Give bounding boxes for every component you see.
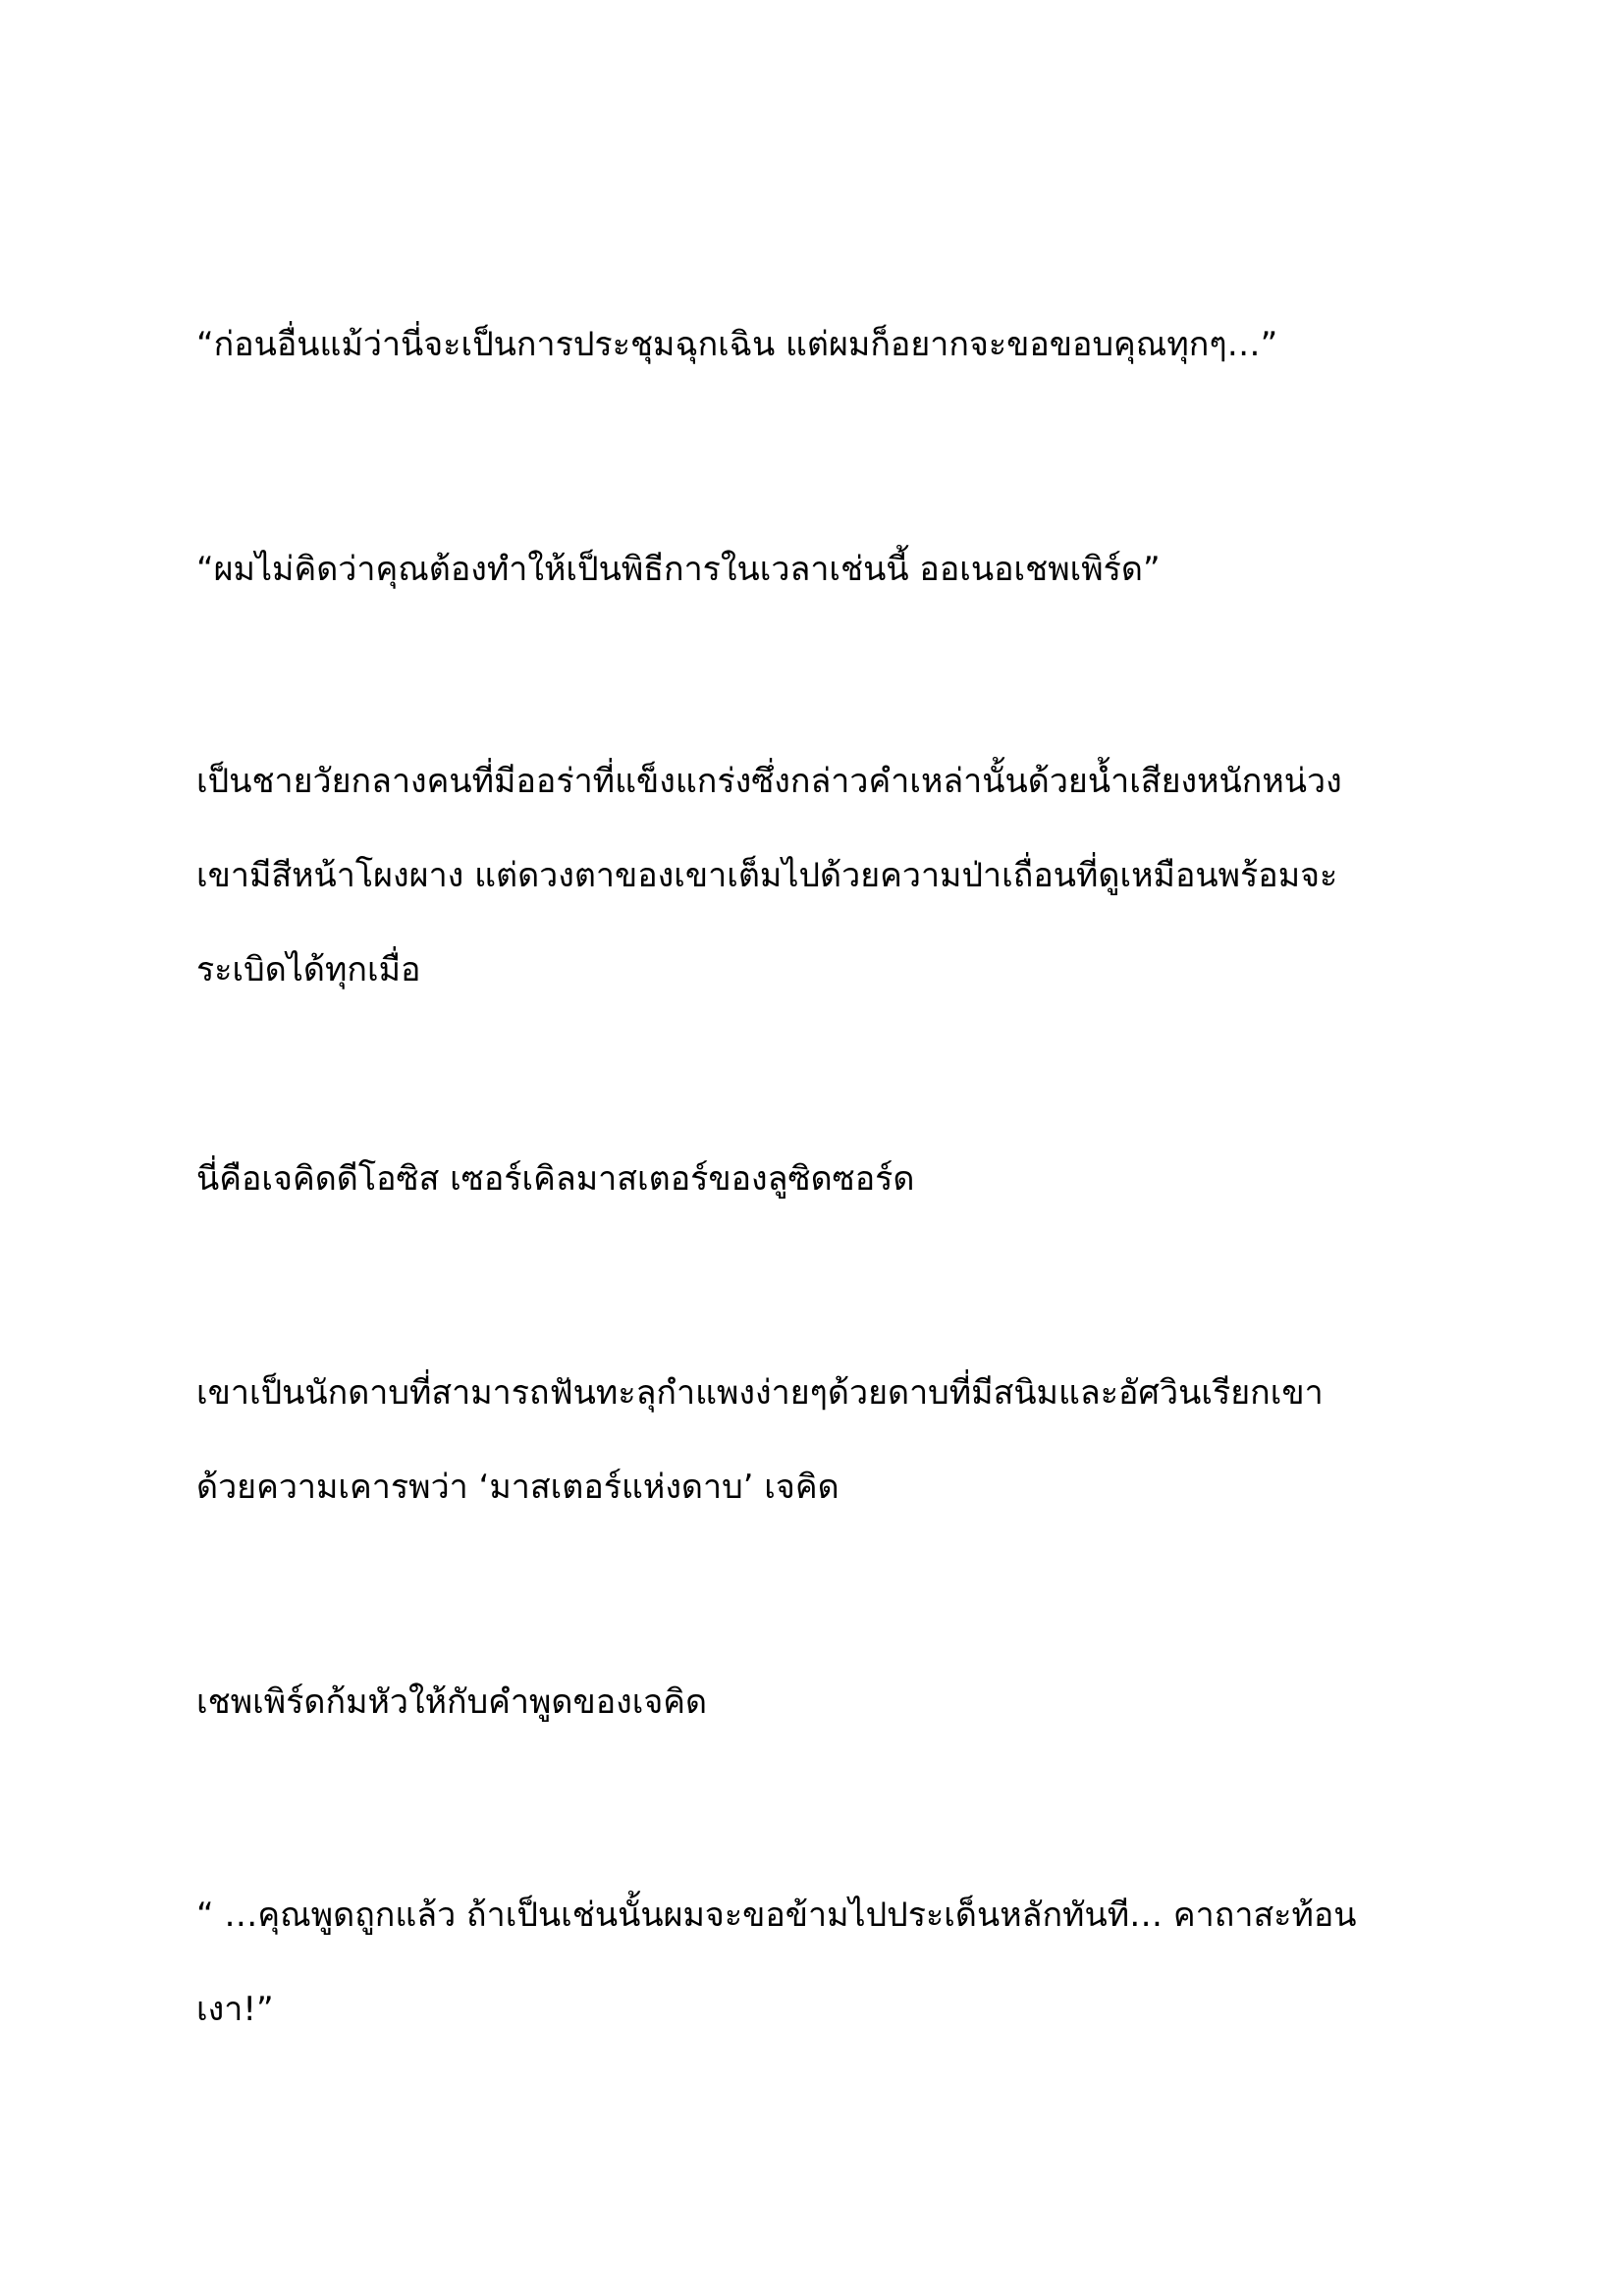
paragraph-line: เขาเป็นนักดาบที่สามารถฟันทะลุกำแพงง่ายๆด้วยดาบที่มีสนิมและอัศวินเรียกเขา	[196, 1373, 1324, 1413]
paragraph-line: “ …คุณพูดถูกแล้ว ถ้าเป็นเช่นนั้นผมจะขอข้ามไปประเด็นหลักทันที… คาถาสะท้อน	[196, 1896, 1357, 1935]
paragraph-3	[196, 734, 1473, 1017]
paragraph-2	[196, 522, 1473, 616]
paragraph-7	[196, 1868, 1473, 2056]
paragraph-1	[196, 297, 1473, 392]
paragraph-line: นี่คือเจคิดดีโอซิส เซอร์เคิลมาสเตอร์ของลูซิดซอร์ด	[196, 1159, 915, 1199]
paragraph-6	[196, 1655, 1473, 1749]
paragraph-line: ระเบิดได้ทุกเมื่อ	[196, 950, 421, 989]
paragraph-line: เขามีสีหน้าโผงผาง แต่ดวงตาของเขาเต็มไปด้วยความป่าเถื่อนที่ดูเหมือนพร้อมจะ	[196, 856, 1338, 895]
paragraph-5	[196, 1346, 1473, 1534]
paragraph-4	[196, 1132, 1473, 1226]
paragraph-line: เป็นชายวัยกลางคนที่มีออร่าที่แข็งแกร่งซึ่งกล่าวคำเหล่านั้นด้วยน้ำเสียงหนักหน่วง	[196, 762, 1342, 801]
paragraph-line: ด้วยความเคารพว่า ‘มาสเตอร์แห่งดาบ’ เจคิด	[196, 1468, 839, 1507]
paragraph-line: “ผมไม่คิดว่าคุณต้องทำให้เป็นพิธีการในเวลาเช่นนี้ ออเนอเชพเพิร์ด”	[196, 550, 1161, 589]
paragraph-line: “ก่อนอื่นแม้ว่านี่จะเป็นการประชุมฉุกเฉิน แต่ผมก็อยากจะขอขอบคุณทุกๆ…”	[196, 325, 1278, 364]
paragraph-line: เชพเพิร์ดก้มหัวให้กับคำพูดของเจคิด	[196, 1682, 708, 1722]
paragraph-line: เงา!”	[196, 1990, 274, 2029]
